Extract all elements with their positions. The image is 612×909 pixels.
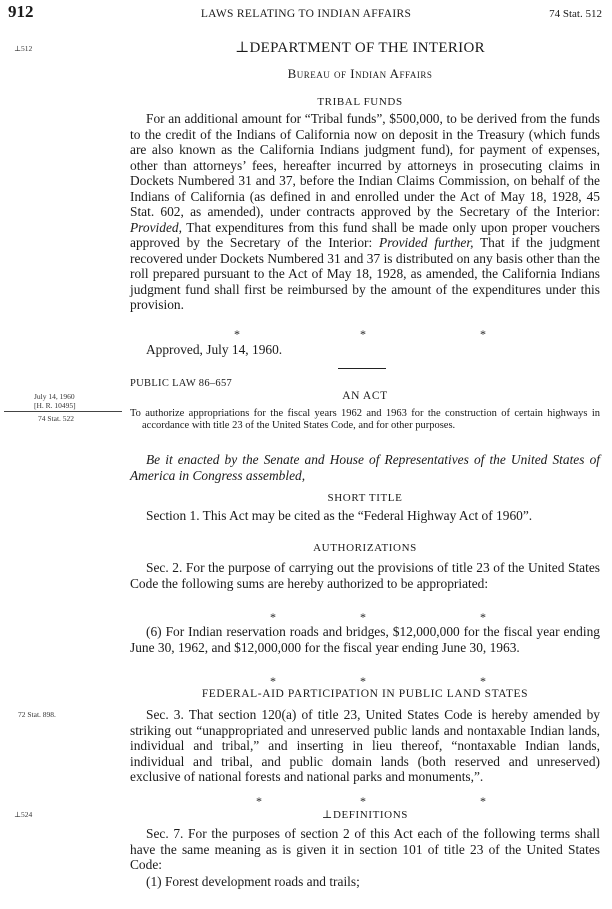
- proviso-1: Provided,: [130, 219, 182, 235]
- margin-law-date: July 14, 1960: [34, 392, 75, 401]
- paragraph-text-b: That expenditures from this fund shall be made only upon proper vouchers approved by the Secretary of the Interior:: [130, 219, 600, 250]
- star: *: [360, 794, 366, 808]
- margin-page-marker-2: ⊥524: [14, 810, 33, 819]
- margin-page-marker: ⊥512: [14, 44, 33, 53]
- star: *: [480, 674, 486, 688]
- star: *: [360, 327, 366, 341]
- header-stat-reference: 74 Stat. 512: [549, 8, 602, 20]
- paragraph-text-a: For an additional amount for “Tribal funds”, $500,000, to be derived from the funds to the credit of the Indians of California now on deposit in the Treasury (which funds are also known as the California Indians judgment fund), for payment of expenses, other than attorneys’ fees, hereafter incurred by attorneys in prosecuting claims in Dockets Numbered 31 and 37, before the Indian Claims Commission, on behalf of the Indians of California (as defined in and enrolled under the Act of May 18, 1928, 45 Stat. 602, as amended), under contracts approved by the Secretary of the Interior:: [130, 111, 600, 219]
- star: *: [234, 327, 240, 341]
- public-law-number: PUBLIC LAW 86–657: [130, 378, 233, 389]
- approved-line: Approved, July 14, 1960.: [146, 342, 283, 357]
- definitions-heading: ⊥DEFINITIONS: [322, 809, 408, 821]
- definition-item-1: (1) Forest development roads and trails;: [146, 874, 360, 889]
- act-purpose: To authorize appropriations for the fiscal years 1962 and 1963 for the construction of certain highways in accordance with title 23 of the United States Code, and for other purposes.: [130, 408, 600, 431]
- federal-aid-heading: FEDERAL-AID PARTICIPATION IN PUBLIC LAND STATES: [201, 688, 529, 700]
- section-7-text: Sec. 7. For the purposes of section 2 of this Act each of the following terms shall have the same meaning as is given it in section 101 of title 23 of the United States Code:: [130, 826, 600, 872]
- margin-law-stat: 74 Stat. 522: [38, 414, 75, 423]
- section-divider: [338, 368, 386, 369]
- page-number: 912: [8, 2, 34, 21]
- star: *: [270, 610, 276, 624]
- star: *: [480, 327, 486, 341]
- enacting-clause: [130, 452, 600, 483]
- tribal-funds-paragraph: [130, 111, 600, 313]
- star: *: [256, 794, 262, 808]
- authorizations-heading: AUTHORIZATIONS: [313, 542, 417, 554]
- margin-bill-number: [H. R. 10495]: [34, 401, 76, 410]
- star: *: [360, 610, 366, 624]
- tribal-funds-heading: TRIBAL FUNDS: [317, 96, 403, 108]
- section-3-text: Sec. 3. That section 120(a) of title 23, United States Code is hereby amended by striking out “unappropriated and unreserved public lands and nontaxable Indian lands, individual and tribal,” and inserting in lieu thereof, “nontaxable Indian lands, individual and tribal, and public domain lands (both reserved and unreserved) exclusive of national forests and national parks and monuments,”.: [130, 707, 600, 784]
- star: *: [270, 674, 276, 688]
- section-1-text: Section 1. This Act may be cited as the “Federal Highway Act of 1960”.: [146, 508, 533, 523]
- section-2-text: Sec. 2. For the purpose of carrying out the provisions of title 23 of the United States Code the following sums are hereby authorized to be appropriated:: [130, 560, 600, 591]
- department-heading: ⊥DEPARTMENT OF THE INTERIOR: [235, 40, 485, 56]
- bureau-heading: Bureau of Indian Affairs: [287, 66, 433, 81]
- enacting-clause-text: Be it enacted by the Senate and House of Representatives of the United States of America in Congress assembled,: [130, 452, 600, 483]
- item-6-text: (6) For Indian reservation roads and bridges, $12,000,000 for the fiscal year ending June 30, 1962, and $12,000,000 for the fiscal year ending June 30, 1963.: [130, 624, 600, 655]
- proviso-2: Provided further,: [379, 235, 474, 250]
- star: *: [360, 674, 366, 688]
- star: *: [480, 794, 486, 808]
- running-title: LAWS RELATING TO INDIAN AFFAIRS: [200, 8, 412, 20]
- paragraph-text-c: That if the judgment recovered under Dockets Numbered 31 and 37 is distributed on any basis other than the roll prepared pursuant to the Act of May 18, 1928, as amended, the California Indians judgment fund shall first be reimbursed by the amount of the expenditures under this provision.: [130, 235, 601, 312]
- short-title-heading: SHORT TITLE: [327, 492, 403, 504]
- star: *: [480, 610, 486, 624]
- margin-rule: [4, 411, 122, 412]
- margin-cross-reference: 72 Stat. 898.: [18, 710, 56, 719]
- an-act-heading: AN ACT: [342, 390, 388, 402]
